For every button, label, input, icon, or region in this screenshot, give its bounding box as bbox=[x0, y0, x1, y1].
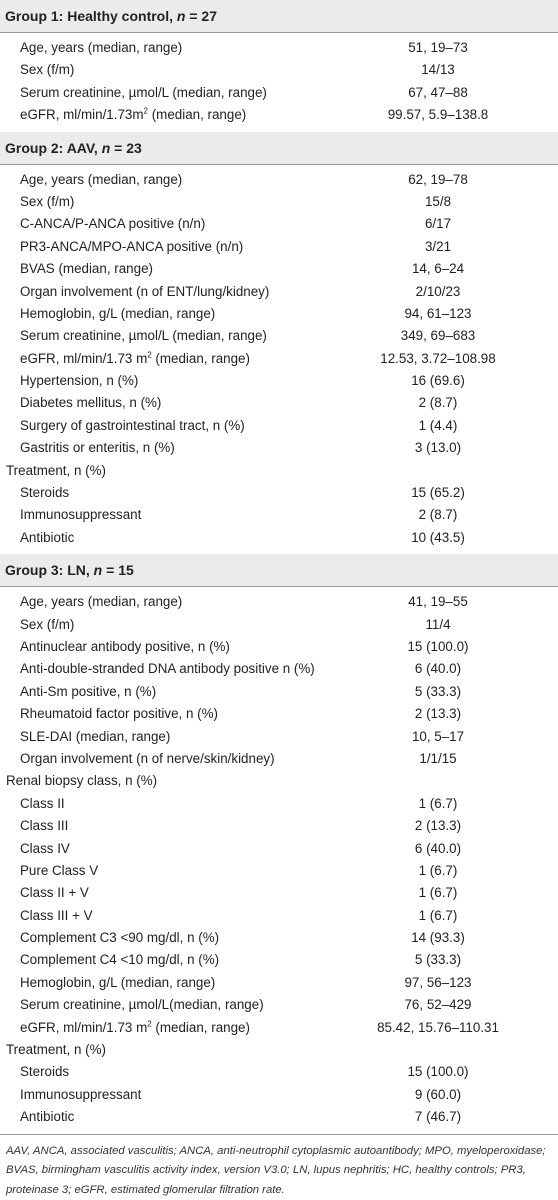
row-label bbox=[0, 748, 318, 770]
table-row bbox=[0, 258, 558, 280]
row-label bbox=[0, 415, 318, 437]
row-label-text: Class II + V bbox=[20, 885, 89, 901]
row-label-text: Serum creatinine, µmol/L (median, range) bbox=[20, 84, 267, 100]
row-label bbox=[0, 348, 318, 370]
table-row bbox=[0, 437, 558, 459]
row-label bbox=[0, 1017, 318, 1039]
table-row bbox=[0, 949, 558, 971]
row-value: 3 (13.0) bbox=[414, 440, 462, 456]
row-label-text: Rheumatoid factor positive, n (%) bbox=[20, 706, 218, 722]
row-label-text: Steroids bbox=[20, 1064, 70, 1080]
row-label-text-after: (median, range) bbox=[151, 350, 250, 366]
table-row bbox=[0, 348, 558, 370]
row-label-text: Complement C4 <10 mg/dl, n (%) bbox=[20, 952, 220, 968]
row-label bbox=[0, 527, 318, 549]
row-label bbox=[0, 591, 318, 613]
row-label-text: Steroids bbox=[20, 485, 70, 501]
row-label-text: Gastritis or enteritis, n (%) bbox=[20, 440, 175, 456]
row-value: 67, 47–88 bbox=[408, 84, 468, 100]
group-n-label: n bbox=[93, 562, 103, 579]
row-label-text: Organ involvement (n of nerve/skin/kidney) bbox=[20, 750, 275, 766]
row-label-text: Anti-Sm positive, n (%) bbox=[20, 683, 157, 699]
row-value: 15 (100.0) bbox=[407, 638, 469, 654]
table-row bbox=[0, 325, 558, 347]
row-label-text: Anti-double-stranded DNA antibody positive n (%) bbox=[20, 661, 315, 677]
group-header bbox=[0, 554, 558, 587]
row-label-text: Class IV bbox=[20, 840, 70, 856]
row-value bbox=[318, 1039, 558, 1061]
row-label-text: Sex (f/m) bbox=[20, 193, 75, 209]
table-row bbox=[0, 994, 558, 1016]
row-value: 76, 52–429 bbox=[404, 997, 472, 1013]
row-label-text: Hemoglobin, g/L (median, range) bbox=[20, 974, 216, 990]
row-label bbox=[0, 325, 318, 347]
row-label-text: Surgery of gastrointestinal tract, n (%) bbox=[20, 417, 245, 433]
row-label bbox=[0, 37, 318, 59]
row-label-text: Age, years (median, range) bbox=[20, 594, 183, 610]
row-label-superscript: 2 bbox=[147, 350, 152, 360]
row-value: 51, 19–73 bbox=[408, 40, 468, 55]
row-label bbox=[0, 838, 318, 860]
row-label bbox=[0, 59, 318, 81]
row-label bbox=[0, 169, 318, 191]
table-row bbox=[0, 882, 558, 904]
table-row bbox=[0, 169, 558, 191]
row-value bbox=[318, 770, 558, 792]
table-row bbox=[0, 59, 558, 81]
row-value: 15 (65.2) bbox=[411, 485, 465, 501]
row-label bbox=[0, 370, 318, 392]
row-label-text: Age, years (median, range) bbox=[20, 171, 183, 187]
row-value: 10 (43.5) bbox=[411, 529, 465, 545]
group-header bbox=[0, 132, 558, 165]
table-row bbox=[0, 236, 558, 258]
row-label bbox=[0, 281, 318, 303]
row-label-text: Antibiotic bbox=[20, 1109, 75, 1125]
table-row bbox=[0, 504, 558, 526]
row-label-text: Sex (f/m) bbox=[20, 616, 75, 632]
row-label bbox=[0, 104, 318, 126]
row-value: 62, 19–78 bbox=[408, 171, 468, 187]
row-value: 1 (6.7) bbox=[418, 907, 458, 923]
row-label-text: Treatment, n (%) bbox=[6, 1042, 106, 1058]
table-row bbox=[0, 392, 558, 414]
row-value: 14 (93.3) bbox=[411, 930, 465, 946]
table-row bbox=[0, 591, 558, 613]
row-label bbox=[0, 258, 318, 280]
row-value: 6 (40.0) bbox=[414, 661, 462, 677]
group-header bbox=[0, 0, 558, 33]
row-label-text: Complement C3 <90 mg/dl, n (%) bbox=[20, 930, 220, 946]
table-row bbox=[0, 748, 558, 770]
group-rows bbox=[0, 165, 558, 555]
row-label bbox=[0, 437, 318, 459]
row-label bbox=[0, 658, 318, 680]
row-value: 94, 61–123 bbox=[404, 305, 472, 321]
table-row bbox=[0, 281, 558, 303]
table-row bbox=[0, 726, 558, 748]
row-value: 2 (8.7) bbox=[418, 395, 458, 411]
row-label bbox=[0, 1061, 318, 1083]
row-value: 349, 69–683 bbox=[400, 328, 476, 344]
row-value: 15/8 bbox=[424, 193, 452, 209]
group-title-prefix: Group 2: AAV, bbox=[5, 139, 102, 156]
row-label bbox=[0, 504, 318, 526]
row-label bbox=[0, 703, 318, 725]
table-row bbox=[0, 82, 558, 104]
row-label bbox=[0, 927, 318, 949]
row-label-text: Diabetes mellitus, n (%) bbox=[20, 395, 162, 411]
table-row bbox=[0, 972, 558, 994]
row-value: 1 (6.7) bbox=[418, 885, 458, 901]
row-label bbox=[0, 303, 318, 325]
table-row bbox=[0, 636, 558, 658]
row-label-text: Antinuclear antibody positive, n (%) bbox=[20, 638, 230, 654]
row-label bbox=[0, 236, 318, 258]
row-label bbox=[0, 614, 318, 636]
table-row bbox=[0, 1061, 558, 1083]
row-value: 15 (100.0) bbox=[407, 1064, 469, 1080]
table-footnote: AAV, ANCA, associated vasculitis; ANCA, anti-neutrophil cytoplasmic autoantibody; MPO, myeloperoxidase; BVAS, birmingham vasculitis activity index, version V3.0; LN, lupus nephritis; HC, healthy controls; PR3, proteinase 3; eGFR, estimated glomerular filtration rate. bbox=[6, 1144, 546, 1196]
row-label-text: Serum creatinine, µmol/L(median, range) bbox=[20, 997, 264, 1013]
table-row bbox=[0, 905, 558, 927]
group-rows bbox=[0, 33, 558, 132]
row-value: 10, 5–17 bbox=[411, 728, 465, 744]
row-value: 14, 6–24 bbox=[411, 261, 465, 277]
table-row bbox=[0, 815, 558, 837]
row-label bbox=[0, 392, 318, 414]
row-label-superscript: 2 bbox=[143, 106, 148, 116]
table-row bbox=[0, 703, 558, 725]
row-value: 2/10/23 bbox=[415, 283, 461, 299]
row-label bbox=[0, 82, 318, 104]
table-row bbox=[0, 213, 558, 235]
table-row bbox=[0, 681, 558, 703]
group-title-suffix: = 27 bbox=[185, 8, 217, 24]
row-label bbox=[0, 726, 318, 748]
table-row bbox=[0, 1106, 558, 1128]
row-value: 16 (69.6) bbox=[411, 373, 465, 389]
row-value: 11/4 bbox=[425, 616, 451, 632]
row-label-text: Age, years (median, range) bbox=[20, 40, 183, 55]
row-label-text: Class II bbox=[20, 795, 65, 811]
section-row bbox=[0, 770, 558, 792]
row-label-text: Hemoglobin, g/L (median, range) bbox=[20, 305, 216, 321]
table-row bbox=[0, 927, 558, 949]
row-label-text: eGFR, ml/min/1.73m bbox=[20, 107, 144, 123]
row-label-text: Hypertension, n (%) bbox=[20, 373, 139, 389]
row-label bbox=[0, 482, 318, 504]
row-label-text: eGFR, ml/min/1.73 m bbox=[20, 350, 148, 366]
row-label bbox=[0, 1106, 318, 1128]
row-value bbox=[318, 460, 558, 482]
row-label-text: Immunosuppressant bbox=[20, 1086, 142, 1102]
row-label bbox=[0, 860, 318, 882]
row-value: 14/13 bbox=[421, 62, 455, 78]
row-label-text: Treatment, n (%) bbox=[6, 462, 106, 478]
row-label bbox=[0, 905, 318, 927]
table-row bbox=[0, 793, 558, 815]
row-value: 1 (6.7) bbox=[418, 795, 458, 811]
table-row bbox=[0, 482, 558, 504]
row-label-text: eGFR, ml/min/1.73 m bbox=[20, 1019, 148, 1035]
row-value: 1 (4.4) bbox=[418, 417, 458, 433]
group-rows bbox=[0, 587, 558, 1133]
row-value: 2 (8.7) bbox=[418, 507, 458, 523]
table-row bbox=[0, 1017, 558, 1039]
row-label-superscript: 2 bbox=[147, 1019, 152, 1029]
section-row bbox=[0, 1039, 558, 1061]
row-value: 2 (13.3) bbox=[414, 818, 462, 834]
row-label bbox=[0, 793, 318, 815]
row-label bbox=[0, 681, 318, 703]
table-row bbox=[0, 415, 558, 437]
row-value: 97, 56–123 bbox=[404, 974, 472, 990]
table-row bbox=[0, 37, 558, 59]
row-value: 6 (40.0) bbox=[414, 840, 462, 856]
row-label-text: PR3-ANCA/MPO-ANCA positive (n/n) bbox=[20, 238, 244, 254]
row-value: 9 (60.0) bbox=[414, 1086, 462, 1102]
row-value: 5 (33.3) bbox=[414, 952, 462, 968]
group-n-label: n bbox=[176, 8, 186, 24]
row-label-text-after: (median, range) bbox=[147, 107, 247, 123]
row-value: 85.42, 15.76–110.31 bbox=[377, 1019, 499, 1035]
row-label bbox=[0, 636, 318, 658]
table-row bbox=[0, 614, 558, 636]
table-row bbox=[0, 303, 558, 325]
table-row bbox=[0, 658, 558, 680]
row-value: 6/17 bbox=[424, 216, 452, 232]
row-label-text: Antibiotic bbox=[20, 529, 75, 545]
row-value: 1/1/15 bbox=[419, 750, 457, 766]
row-label-text-after: (median, range) bbox=[151, 1019, 250, 1035]
row-label bbox=[0, 1084, 318, 1106]
row-label-text: C-ANCA/P-ANCA positive (n/n) bbox=[20, 216, 206, 232]
row-label-text: Organ involvement (n of ENT/lung/kidney) bbox=[20, 283, 270, 299]
table-row bbox=[0, 191, 558, 213]
row-label bbox=[0, 770, 318, 792]
row-value: 3/21 bbox=[424, 238, 452, 254]
table-row bbox=[0, 370, 558, 392]
row-value: 7 (46.7) bbox=[414, 1109, 462, 1125]
group-title-prefix: Group 3: LN, bbox=[5, 562, 94, 579]
table-row bbox=[0, 838, 558, 860]
row-label-text: Immunosuppressant bbox=[20, 507, 142, 523]
row-value: 12.53, 3.72–108.98 bbox=[380, 350, 496, 366]
table-row bbox=[0, 860, 558, 882]
row-value: 1 (6.7) bbox=[418, 862, 458, 878]
row-value: 41, 19–55 bbox=[408, 594, 468, 610]
row-label-text: Serum creatinine, µmol/L (median, range) bbox=[20, 328, 267, 344]
row-label-text: Renal biopsy class, n (%) bbox=[6, 773, 158, 789]
group-title-prefix: Group 1: Healthy control, bbox=[5, 8, 177, 24]
table-row bbox=[0, 527, 558, 549]
group-title-suffix: = 23 bbox=[110, 139, 142, 156]
row-label bbox=[0, 460, 318, 482]
row-label-text: Pure Class V bbox=[20, 862, 99, 878]
row-label bbox=[0, 972, 318, 994]
table-row bbox=[0, 104, 558, 126]
row-label bbox=[0, 1039, 318, 1061]
section-row bbox=[0, 460, 558, 482]
row-value: 99.57, 5.9–138.8 bbox=[387, 107, 489, 123]
row-label-text: Class III + V bbox=[20, 907, 93, 923]
group-n-label: n bbox=[101, 139, 111, 156]
row-label-text: Sex (f/m) bbox=[20, 62, 75, 78]
row-label bbox=[0, 191, 318, 213]
row-label bbox=[0, 882, 318, 904]
row-label bbox=[0, 949, 318, 971]
row-value: 2 (13.3) bbox=[414, 706, 462, 722]
row-value: 5 (33.3) bbox=[414, 683, 462, 699]
group-title-suffix: = 15 bbox=[102, 562, 134, 579]
table-row bbox=[0, 1084, 558, 1106]
row-label bbox=[0, 213, 318, 235]
row-label-text: BVAS (median, range) bbox=[20, 261, 153, 277]
row-label bbox=[0, 994, 318, 1016]
row-label bbox=[0, 815, 318, 837]
row-label-text: SLE-DAI (median, range) bbox=[20, 728, 171, 744]
row-label-text: Class III bbox=[20, 818, 69, 834]
